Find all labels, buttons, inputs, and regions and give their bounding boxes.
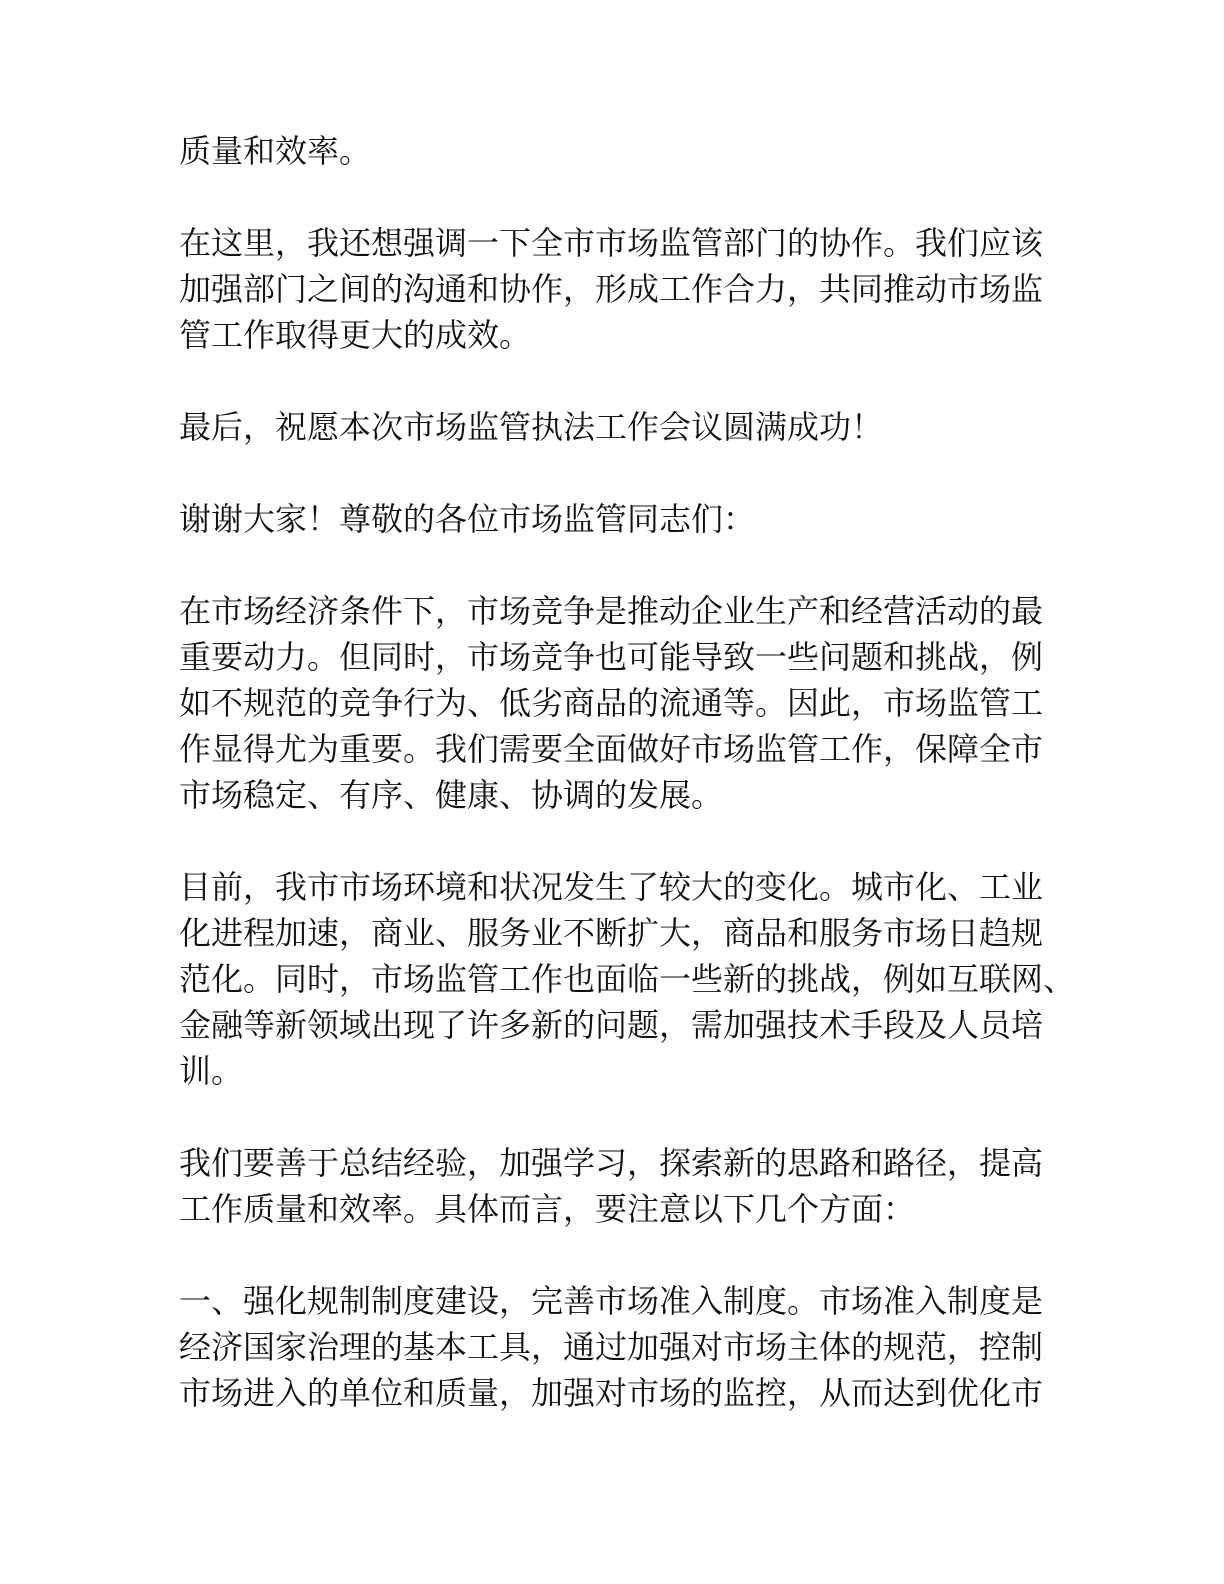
- paragraph-1: [179, 128, 1059, 174]
- paragraph-6: [179, 864, 1076, 1094]
- text-line: 一、强化规制制度建设，完善市场准入制度。市场准入制度是: [179, 1282, 1044, 1320]
- text-line: 目前，我市市场环境和状况发生了较大的变化。城市化、工业: [179, 868, 1044, 906]
- text-line: 在这里，我还想强调一下全市市场监管部门的协作。我们应该: [179, 224, 1044, 262]
- text-line: 在市场经济条件下，市场竞争是推动企业生产和经营活动的最: [179, 592, 1044, 630]
- text-line: 如不规范的竞争行为、低劣商品的流通等。因此，市场监管工: [179, 684, 1044, 722]
- text-line: 重要动力。但同时，市场竞争也可能导致一些问题和挑战，例: [179, 638, 1044, 676]
- text-line: 范化。同时，市场监管工作也面临一些新的挑战，例如互联网、: [179, 960, 1076, 998]
- paragraph-7: [179, 1140, 1059, 1232]
- paragraph-3: [179, 404, 1059, 450]
- text-line: 最后，祝愿本次市场监管执法工作会议圆满成功！: [179, 408, 884, 446]
- paragraph-2: [179, 220, 1059, 358]
- text-line: 管工作取得更大的成效。: [179, 316, 532, 354]
- text-line: 经济国家治理的基本工具，通过加强对市场主体的规范，控制: [179, 1328, 1044, 1366]
- text-line: 谢谢大家！尊敬的各位市场监管同志们：: [179, 500, 756, 538]
- text-line: 市场进入的单位和质量，加强对市场的监控，从而达到优化市: [179, 1374, 1044, 1412]
- text-line: 训。: [179, 1052, 244, 1090]
- text-line: 质量和效率。: [179, 132, 372, 170]
- text-line: 工作质量和效率。具体而言，要注意以下几个方面：: [179, 1190, 916, 1228]
- text-line: 市场稳定、有序、健康、协调的发展。: [179, 776, 724, 814]
- text-line: 加强部门之间的沟通和协作，形成工作合力，共同推动市场监: [179, 270, 1044, 308]
- paragraph-8: [179, 1278, 1059, 1416]
- paragraph-5: [179, 588, 1059, 818]
- text-line: 化进程加速，商业、服务业不断扩大，商品和服务市场日趋规: [179, 914, 1044, 952]
- text-line: 作显得尤为重要。我们需要全面做好市场监管工作，保障全市: [179, 730, 1044, 768]
- paragraph-4: [179, 496, 1059, 542]
- text-line: 我们要善于总结经验，加强学习，探索新的思路和路径，提高: [179, 1144, 1044, 1182]
- document-body: [179, 128, 1076, 1462]
- text-line: 金融等新领域出现了许多新的问题，需加强技术手段及人员培: [179, 1006, 1044, 1044]
